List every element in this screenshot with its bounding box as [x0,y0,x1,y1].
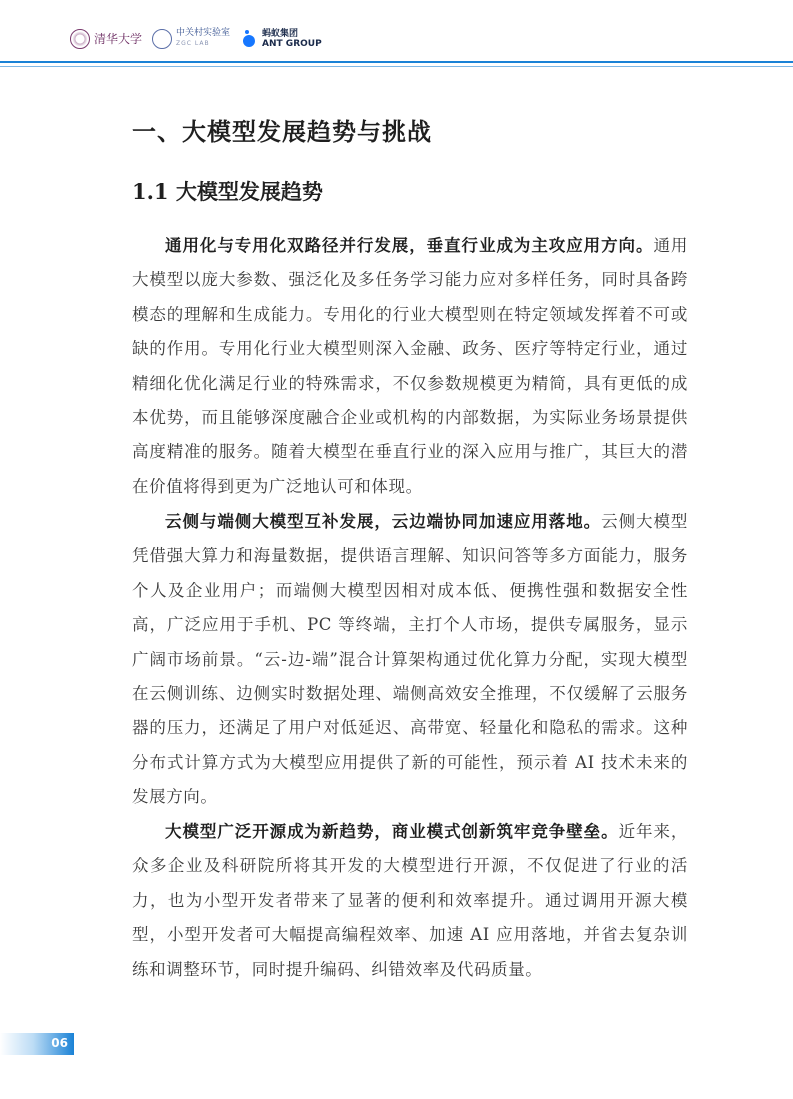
paragraph-lead: 云侧与端侧大模型互补发展，云边端协同加速应用落地。 [165,512,602,531]
zgc-seal-icon [152,29,172,49]
tsinghua-logo [70,29,142,49]
page-number: 06 [51,1036,68,1050]
ant-logo-subtext: ANT GROUP [262,38,322,49]
tsinghua-logo-text: 清华大学 [94,31,143,46]
header-rule-primary [0,61,793,63]
page-number-tab [0,1033,74,1055]
ant-logo-text: 蚂蚁集团 [262,28,299,39]
tsinghua-seal-icon [70,29,90,49]
paragraph-body: 通用大模型以庞大参数、强泛化及多任务学习能力应对多样任务，同时具备跨模态的理解和生成能力。专用化的行业大模型则在特定领域发挥着不可或缺的作用。专用化行业大模型则深入金融、政务、医疗等特定行业，通过精细化优化满足行业的特殊需求，不仅参数规模更为精简，具有更低的成本优势，而且能够深度融合企业或机构的内部数据，为实际业务场景提供高度精准的服务。随着大模型在垂直行业的深入应用与推广，其巨大的潜在价值将得到更为广泛地认可和体现。 [132,236,688,496]
paragraph-body: 云侧大模型凭借强大算力和海量数据，提供语言理解、知识问答等多方面能力，服务个人及企业用户；而端侧大模型因相对成本低、便携性强和数据安全性高，广泛应用于手机、PC 等终端，主打个人市场，提供专属服务，显示广阔市场前景。“云-边-端”混合计算架构通过优化算力分配，实现大模型在云侧训练、边侧实时数据处理、端侧高效安全推理，不仅缓解了云服务器的压力，还满足了用户对低延迟、高带宽、轻量化和隐私的需求。这种分布式计算方式为大模型应用提供了新的可能性，预示着 AI 技术未来的发展方向。 [132,512,689,807]
paragraph-body: 近年来，众多企业及科研院所将其开发的大模型进行开源，不仅促进了行业的活力，也为小型开发者带来了显著的便利和效率提升。通过调用开源大模型，小型开发者可大幅提高编程效率、加速 AI 应用落地，并省去复杂训练和调整环节，同时提升编码、纠错效率及代码质量。 [132,822,688,979]
paragraph-cloud-edge [132,505,688,815]
page-header [0,0,793,70]
paragraph-lead: 通用化与专用化双路径并行发展，垂直行业成为主攻应用方向。 [165,236,654,255]
paragraph-general-vs-specialized [132,229,688,504]
zgc-logo-subtext: ZGC LAB [176,40,210,47]
ant-logo [240,29,322,49]
ant-mark-icon [240,30,258,48]
section-title: 一、大模型发展趋势与挑战 [132,117,432,146]
zgc-logo-text: 中关村实验室 [176,28,231,38]
header-rule-secondary [0,66,793,67]
zgc-logo [152,28,230,49]
paragraph-lead: 大模型广泛开源成为新趋势，商业模式创新筑牢竞争壁垒。 [165,822,619,841]
subsection-title: 1.1 大模型发展趋势 [132,179,323,204]
paragraph-open-source [132,815,688,987]
logo-bar [70,28,322,49]
